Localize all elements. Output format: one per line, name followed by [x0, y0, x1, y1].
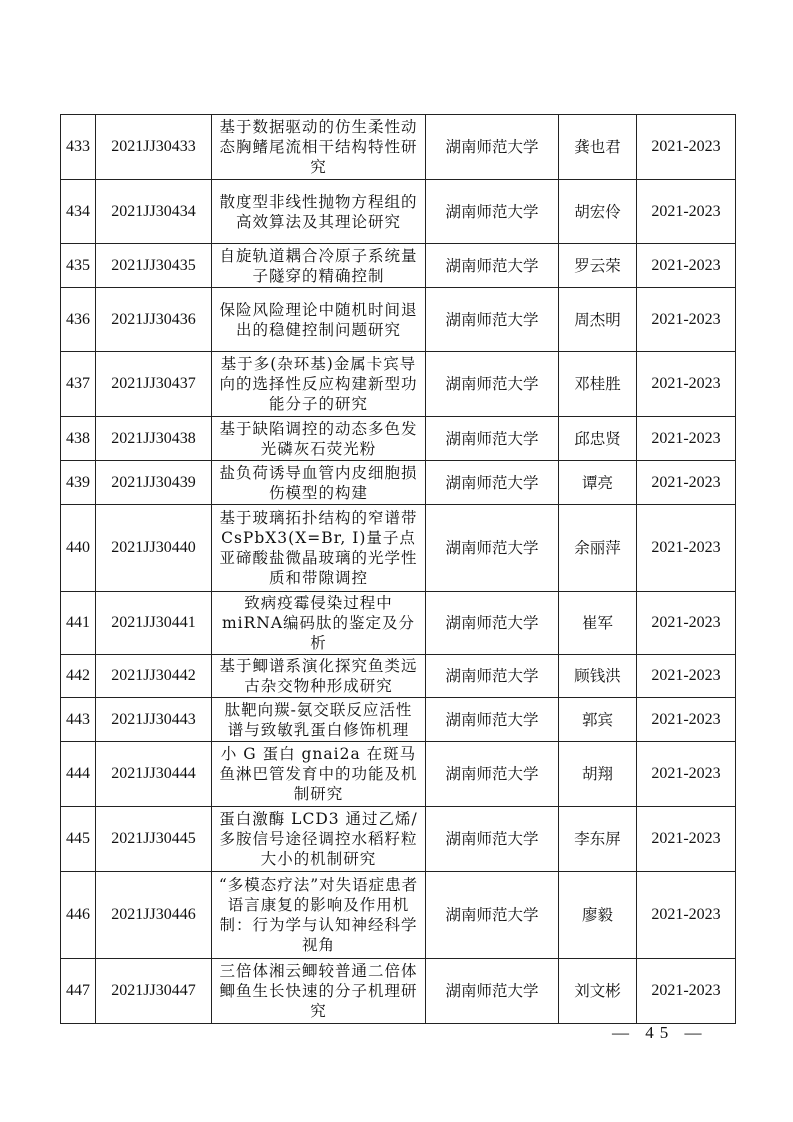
project-table: [60, 114, 736, 1024]
project-code: 2021JJ30444: [96, 742, 212, 807]
project-title: 致病疫霉侵染过程中miRNA编码肽的鉴定及分析: [212, 592, 426, 655]
project-title: 散度型非线性抛物方程组的高效算法及其理论研究: [212, 180, 426, 244]
organization: 湖南师范大学: [426, 872, 559, 959]
principal-investigator: 谭亮: [559, 461, 637, 505]
project-code: 2021JJ30443: [96, 698, 212, 742]
table-row: [61, 505, 736, 592]
project-code: 2021JJ30436: [96, 288, 212, 352]
principal-investigator: 顾钱洪: [559, 655, 637, 698]
project-title: 保险风险理论中随机时间退出的稳健控制问题研究: [212, 288, 426, 352]
project-title: 基于多(杂环基)金属卡宾导向的选择性反应构建新型功能分子的研究: [212, 352, 426, 417]
project-title: 自旋轨道耦合冷原子系统量子隧穿的精确控制: [212, 244, 426, 288]
project-code: 2021JJ30438: [96, 417, 212, 461]
row-number: 439: [61, 461, 96, 505]
table-row: [61, 872, 736, 959]
project-title: 盐负荷诱导血管内皮细胞损伤模型的构建: [212, 461, 426, 505]
project-period: 2021-2023: [637, 872, 736, 959]
principal-investigator: 廖毅: [559, 872, 637, 959]
row-number: 436: [61, 288, 96, 352]
project-title: 基于玻璃拓扑结构的窄谱带 CsPbX3(X=Br, I)量子点亚碲酸盐微晶玻璃的光学性质和带隙调控: [212, 505, 426, 592]
principal-investigator: 周杰明: [559, 288, 637, 352]
project-code: 2021JJ30435: [96, 244, 212, 288]
table-row: [61, 742, 736, 807]
project-title: 基于鲫谱系演化探究鱼类远古杂交物种形成研究: [212, 655, 426, 698]
principal-investigator: 胡宏伶: [559, 180, 637, 244]
principal-investigator: 龚也君: [559, 115, 637, 180]
organization: 湖南师范大学: [426, 505, 559, 592]
project-code: 2021JJ30437: [96, 352, 212, 417]
principal-investigator: 胡翔: [559, 742, 637, 807]
table-row: [61, 244, 736, 288]
project-period: 2021-2023: [637, 180, 736, 244]
principal-investigator: 刘文彬: [559, 959, 637, 1024]
project-code: 2021JJ30447: [96, 959, 212, 1024]
page-number: — 45 —: [612, 1023, 708, 1042]
project-title: 蛋白激酶 LCD3 通过乙烯/多胺信号途径调控水稻籽粒大小的机制研究: [212, 807, 426, 872]
organization: 湖南师范大学: [426, 115, 559, 180]
project-period: 2021-2023: [637, 417, 736, 461]
project-code: 2021JJ30440: [96, 505, 212, 592]
project-title: 肽靶向羰-氨交联反应活性谱与致敏乳蛋白修饰机理: [212, 698, 426, 742]
organization: 湖南师范大学: [426, 959, 559, 1024]
row-number: 440: [61, 505, 96, 592]
principal-investigator: 邓桂胜: [559, 352, 637, 417]
project-title: “多模态疗法”对失语症患者语言康复的影响及作用机制：行为学与认知神经科学视角: [212, 872, 426, 959]
project-code: 2021JJ30439: [96, 461, 212, 505]
organization: 湖南师范大学: [426, 655, 559, 698]
principal-investigator: 余丽萍: [559, 505, 637, 592]
project-period: 2021-2023: [637, 959, 736, 1024]
project-title: 小 G 蛋白 gnai2a 在斑马鱼淋巴管发育中的功能及机制研究: [212, 742, 426, 807]
organization: 湖南师范大学: [426, 592, 559, 655]
project-period: 2021-2023: [637, 698, 736, 742]
principal-investigator: 李东屏: [559, 807, 637, 872]
principal-investigator: 罗云荣: [559, 244, 637, 288]
project-title: 基于缺陷调控的动态多色发光磷灰石荧光粉: [212, 417, 426, 461]
organization: 湖南师范大学: [426, 461, 559, 505]
project-period: 2021-2023: [637, 288, 736, 352]
row-number: 441: [61, 592, 96, 655]
organization: 湖南师范大学: [426, 417, 559, 461]
project-title: 基于数据驱动的仿生柔性动态胸鳍尾流相干结构特性研究: [212, 115, 426, 180]
project-period: 2021-2023: [637, 592, 736, 655]
table-row: [61, 288, 736, 352]
row-number: 443: [61, 698, 96, 742]
row-number: 438: [61, 417, 96, 461]
table-row: [61, 115, 736, 180]
organization: 湖南师范大学: [426, 352, 559, 417]
project-code: 2021JJ30442: [96, 655, 212, 698]
row-number: 447: [61, 959, 96, 1024]
organization: 湖南师范大学: [426, 180, 559, 244]
table-row: [61, 959, 736, 1024]
project-period: 2021-2023: [637, 807, 736, 872]
organization: 湖南师范大学: [426, 288, 559, 352]
project-code: 2021JJ30446: [96, 872, 212, 959]
row-number: 433: [61, 115, 96, 180]
table-row: [61, 417, 736, 461]
table-row: [61, 698, 736, 742]
table-row: [61, 352, 736, 417]
row-number: 444: [61, 742, 96, 807]
principal-investigator: 崔军: [559, 592, 637, 655]
project-title: 三倍体湘云鲫较普通二倍体鲫鱼生长快速的分子机理研究: [212, 959, 426, 1024]
project-period: 2021-2023: [637, 244, 736, 288]
principal-investigator: 邱忠贤: [559, 417, 637, 461]
table-row: [61, 592, 736, 655]
project-code: 2021JJ30441: [96, 592, 212, 655]
table-row: [61, 461, 736, 505]
table-row: [61, 180, 736, 244]
project-period: 2021-2023: [637, 461, 736, 505]
organization: 湖南师范大学: [426, 807, 559, 872]
project-period: 2021-2023: [637, 352, 736, 417]
project-period: 2021-2023: [637, 115, 736, 180]
organization: 湖南师范大学: [426, 742, 559, 807]
row-number: 437: [61, 352, 96, 417]
row-number: 435: [61, 244, 96, 288]
project-code: 2021JJ30434: [96, 180, 212, 244]
row-number: 446: [61, 872, 96, 959]
table-row: [61, 655, 736, 698]
project-period: 2021-2023: [637, 742, 736, 807]
project-code: 2021JJ30445: [96, 807, 212, 872]
table-row: [61, 807, 736, 872]
project-period: 2021-2023: [637, 505, 736, 592]
row-number: 445: [61, 807, 96, 872]
organization: 湖南师范大学: [426, 244, 559, 288]
principal-investigator: 郭宾: [559, 698, 637, 742]
row-number: 442: [61, 655, 96, 698]
row-number: 434: [61, 180, 96, 244]
organization: 湖南师范大学: [426, 698, 559, 742]
project-code: 2021JJ30433: [96, 115, 212, 180]
project-period: 2021-2023: [637, 655, 736, 698]
